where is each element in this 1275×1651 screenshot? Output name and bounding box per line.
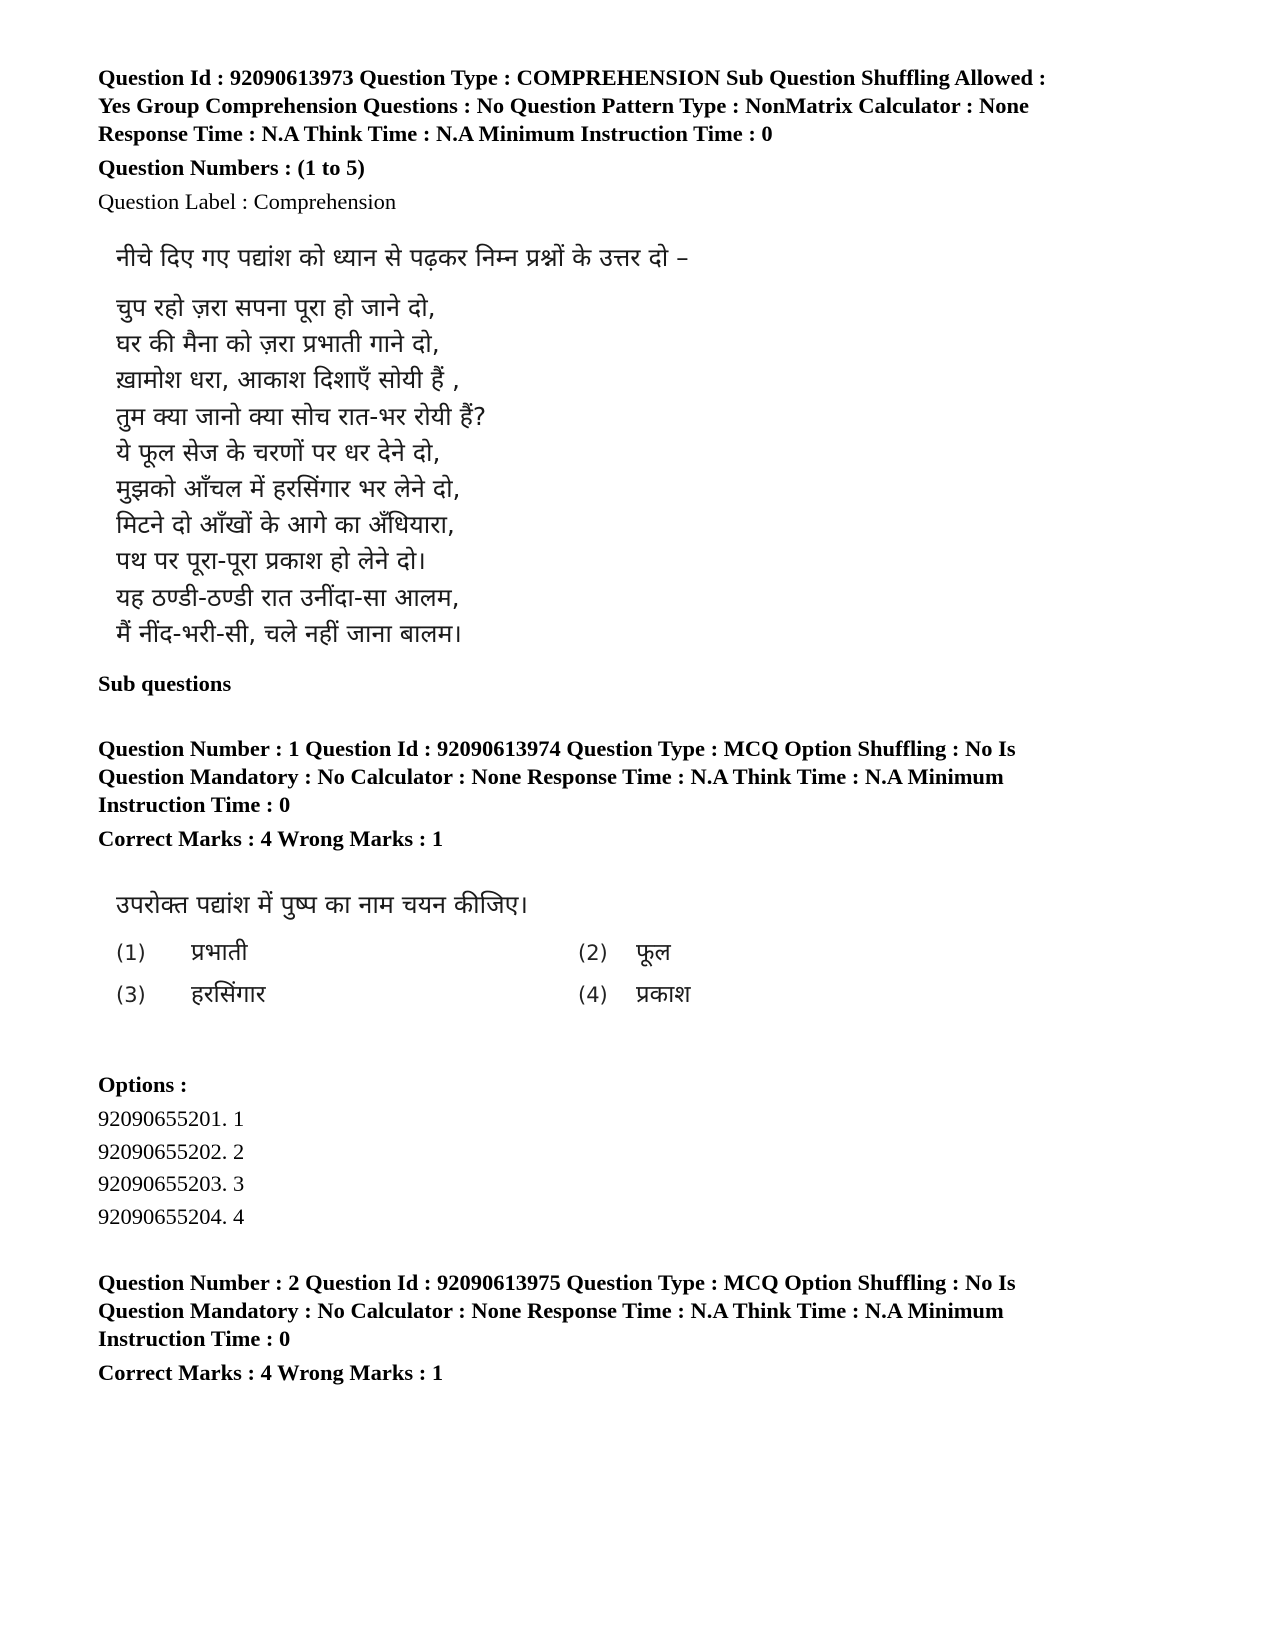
poem-line: ख़ामोश धरा, आकाश दिशाएँ सोयी हैं , (116, 365, 460, 395)
choice-number: (3) (116, 983, 146, 1008)
choice-text: हरसिंगार (191, 980, 266, 1009)
question-1-text: उपरोक्त पद्यांश में पुष्प का नाम चयन कीजिए। (116, 890, 528, 920)
poem-line: मुझको आँचल में हरसिंगार भर लेने दो, (116, 474, 461, 504)
poem-line: घर की मैना को ज़रा प्रभाती गाने दो, (116, 329, 440, 359)
passage-block (98, 240, 1188, 652)
comprehension-meta (98, 64, 1188, 148)
option-row: 92090655202. 2 (98, 1138, 245, 1164)
poem-line: तुम क्या जानो क्या सोच रात-भर रोयी हैं? (116, 401, 487, 431)
options-list (98, 1103, 1188, 1233)
meta-line: Question Number : 1 Question Id : 92090613974 Question Type : MCQ Option Shuffling : No Is (98, 736, 1016, 762)
choice-number: (4) (578, 983, 608, 1008)
question-2-marks: Correct Marks : 4 Wrong Marks : 1 (98, 1360, 444, 1386)
question-1-block (98, 735, 1188, 1233)
poem-line: मिटने दो आँखों के आगे का अँधियारा, (116, 510, 455, 540)
poem-line: चुप रहो ज़रा सपना पूरा हो जाने दो, (116, 293, 436, 322)
question-label: Question Label : Comprehension (98, 189, 397, 214)
meta-line: Question Id : 92090613973 Question Type : COMPREHENSION Sub Question Shuffling Allowed : (98, 65, 1047, 90)
meta-line: Instruction Time : 0 (98, 792, 291, 818)
question-2-meta (98, 1269, 1188, 1353)
choice-2 (578, 935, 671, 970)
poem-line: मैं नींद-भरी-सी, चले नहीं जाना बालम। (116, 618, 462, 648)
choice-4 (578, 977, 691, 1012)
choice-text: फूल (636, 938, 671, 967)
choice-text: प्रकाश (636, 980, 691, 1009)
question-numbers: Question Numbers : (1 to 5) (98, 155, 365, 180)
meta-line: Yes Group Comprehension Questions : No Question Pattern Type : NonMatrix Calculator : None (98, 93, 1030, 118)
choice-1 (116, 935, 248, 970)
option-row: 92090655201. 1 (98, 1106, 245, 1132)
option-row: 92090655203. 3 (98, 1171, 245, 1197)
choice-3 (116, 977, 266, 1012)
options-heading: Options : (98, 1072, 188, 1098)
meta-line: Question Number : 2 Question Id : 92090613975 Question Type : MCQ Option Shuffling : No Is (98, 1270, 1016, 1296)
meta-line: Instruction Time : 0 (98, 1326, 291, 1352)
sub-questions-heading: Sub questions (98, 671, 232, 697)
question-2-block (98, 1269, 1188, 1387)
choice-text: प्रभाती (191, 938, 248, 967)
document-page (98, 64, 1188, 1387)
question-1-meta (98, 735, 1188, 819)
option-row: 92090655204. 4 (98, 1203, 245, 1229)
meta-line: Response Time : N.A Think Time : N.A Minimum Instruction Time : 0 (98, 121, 773, 146)
poem-line: पथ पर पूरा-पूरा प्रकाश हो लेने दो। (116, 546, 426, 576)
choice-number: (1) (116, 941, 146, 966)
question-1-choices (98, 935, 1188, 1023)
meta-line: Question Mandatory : No Calculator : None Response Time : N.A Think Time : N.A Minimum (98, 764, 1004, 790)
poem-line: ये फूल सेज के चरणों पर धर देने दो, (116, 437, 441, 467)
meta-line: Question Mandatory : No Calculator : None Response Time : N.A Think Time : N.A Minimum (98, 1298, 1004, 1324)
poem-line: यह ठण्डी-ठण्डी रात उनींदा-सा आलम, (116, 582, 460, 612)
passage-instruction: नीचे दिए गए पद्यांश को ध्यान से पढ़कर निम्न प्रश्नों के उत्तर दो – (116, 243, 689, 272)
question-1-marks: Correct Marks : 4 Wrong Marks : 1 (98, 826, 444, 852)
choice-number: (2) (578, 941, 608, 966)
